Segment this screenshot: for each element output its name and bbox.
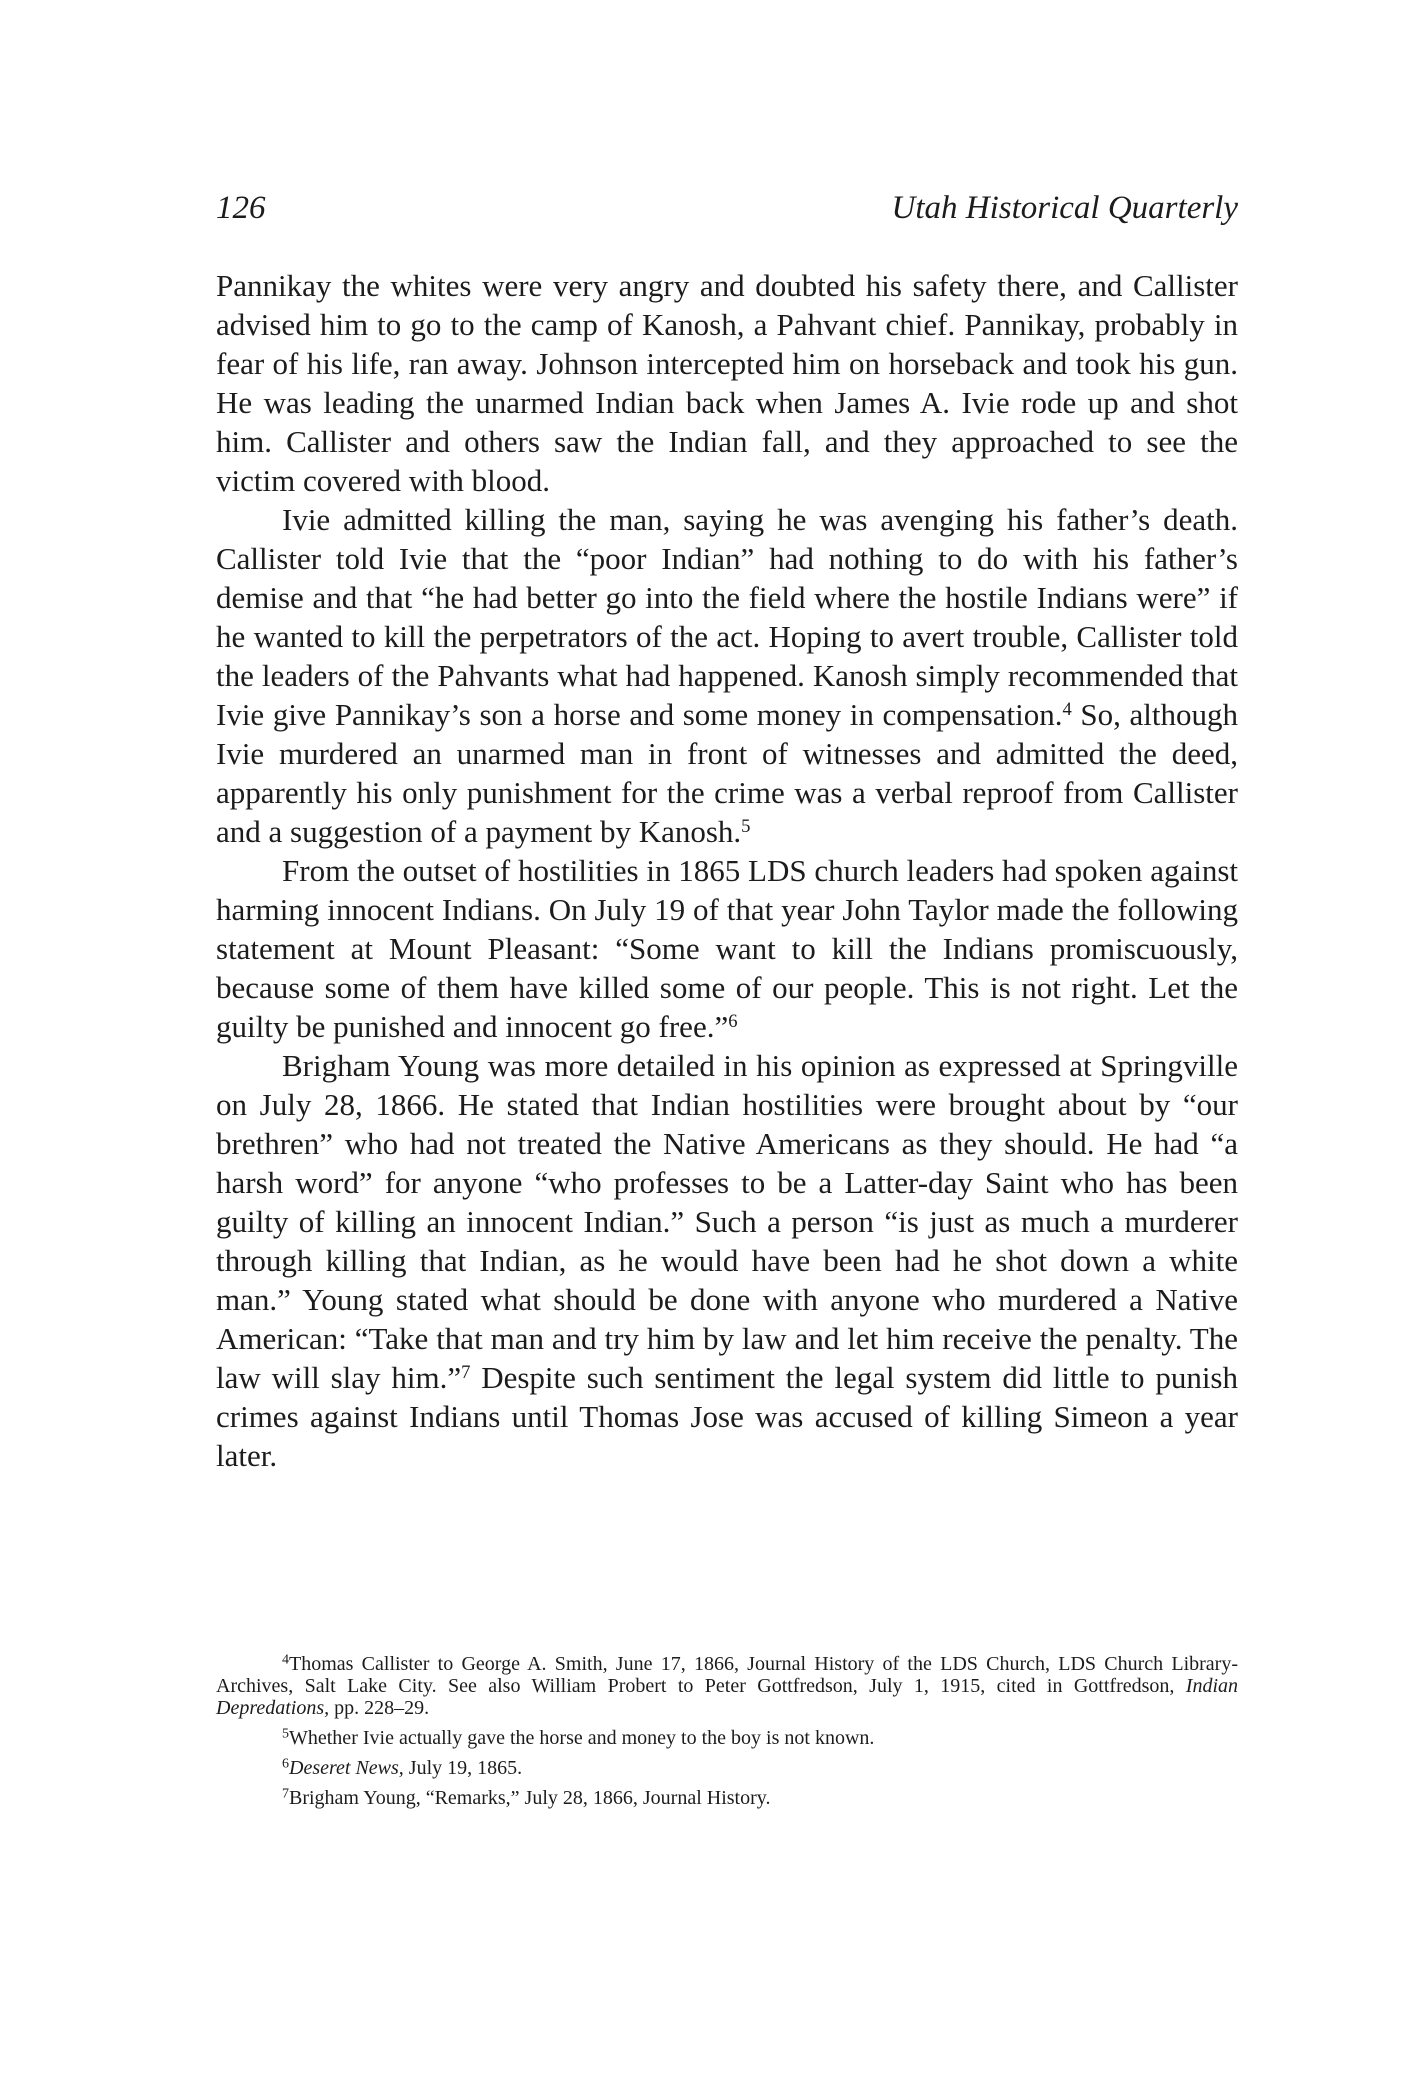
paragraph-2-text-a: Ivie admitted killing the man, saying he was avenging his father’s death. Callister told Ivie that the “poor Indian” had nothing to do with his father’s demise and that “he had better go into the field where the hostile Indians were” if he wanted to kill the perpetrators of the act. Hoping to avert trouble, Callister told the leaders of the Pahvants what had happened. Kanosh simply recommended that Ivie give Pannikay’s son a horse and some money in compensation. <box>216 502 1238 732</box>
paragraph-4-text-a: Brigham Young was more detailed in his opinion as expressed at Springville on July 28, 1866. He stated that Indian hostilities were brought about by “our brethren” who had not treated the Native Americans as they should. He had “a harsh word” for anyone “who professes to be a Latter-day Saint who has been guilty of killing an innocent Indian.” Such a person “is just as much a murderer through killing that Indian, as he would have been had he shot down a white man.” Young stated what should be done with anyone who murdered a Native American: “Take that man and try him by law and let him receive the penalty. The law will slay him.” <box>216 1048 1238 1395</box>
footnote-5-text: Whether Ivie actually gave the horse and money to the boy is not known. <box>289 1727 875 1749</box>
paragraph-3 <box>216 851 1238 1046</box>
paragraph-4 <box>216 1046 1238 1475</box>
footnote-ref-7: 7 <box>461 1361 471 1383</box>
footnote-ref-5: 5 <box>741 815 751 837</box>
footnote-6 <box>216 1757 1238 1779</box>
footnote-6-title: Deseret News, <box>289 1757 404 1779</box>
running-header <box>216 190 1238 227</box>
paragraph-4-text-b: Despite such sentiment the legal system did little to punish crimes against Indians until Thomas Jose was accused of killing Simeon a year later. <box>216 1360 1238 1473</box>
footnote-ref-4: 4 <box>1062 698 1072 720</box>
footnote-6-text: July 19, 1865. <box>403 1757 523 1779</box>
paragraph-1-text: Pannikay the whites were very angry and doubted his safety there, and Callister advised him to go to the camp of Kanosh, a Pahvant chief. Pannikay, probably in fear of his life, ran away. Johnson intercepted him on horseback and took his gun. He was leading the unarmed Indian back when James A. Ivie rode up and shot him. Callister and others saw the Indian fall, and they approached to see the victim covered with blood. <box>216 268 1238 498</box>
paragraph-2-text-b: So, although Ivie murdered an unarmed man in front of witnesses and admitted the deed, apparently his only punishment for the crime was a verbal reproof from Callister and a suggestion of a payment by Kanosh. <box>216 697 1238 849</box>
paragraph-2 <box>216 500 1238 851</box>
footnote-6-number: 6 <box>282 1756 289 1772</box>
footnote-4-title: Indian Depredations, <box>216 1675 1238 1719</box>
footnote-5-number: 5 <box>282 1726 289 1742</box>
journal-title: Utah Historical Quarterly <box>891 190 1238 226</box>
footnote-4-text-b: pp. 228–29. <box>329 1697 430 1719</box>
footnote-5 <box>216 1727 1238 1749</box>
paragraph-1 <box>216 266 1238 500</box>
footnote-7 <box>216 1787 1238 1809</box>
footnote-4-text-a: Thomas Callister to George A. Smith, June 17, 1866, Journal History of the LDS Church, LDS Church Library-Archives, Salt Lake City. See also William Probert to Peter Gottfredson, July 1, 1915, cited in Gottfredson, <box>216 1653 1238 1697</box>
body-text <box>216 266 1238 1475</box>
footnote-7-text: Brigham Young, “Remarks,” July 28, 1866, Journal History. <box>289 1787 771 1809</box>
footnote-4-number: 4 <box>282 1652 289 1668</box>
page-number: 126 <box>216 190 266 226</box>
footnote-7-number: 7 <box>282 1786 289 1802</box>
footnotes <box>216 1653 1238 1817</box>
paragraph-3-text: From the outset of hostilities in 1865 LDS church leaders had spoken against harming innocent Indians. On July 19 of that year John Taylor made the following statement at Mount Pleasant: “Some want to kill the Indians promiscuously, because some of them have killed some of our people. This is not right. Let the guilty be punished and innocent go free.” <box>216 853 1238 1044</box>
footnote-4 <box>216 1653 1238 1719</box>
footnote-ref-6: 6 <box>728 1010 738 1032</box>
